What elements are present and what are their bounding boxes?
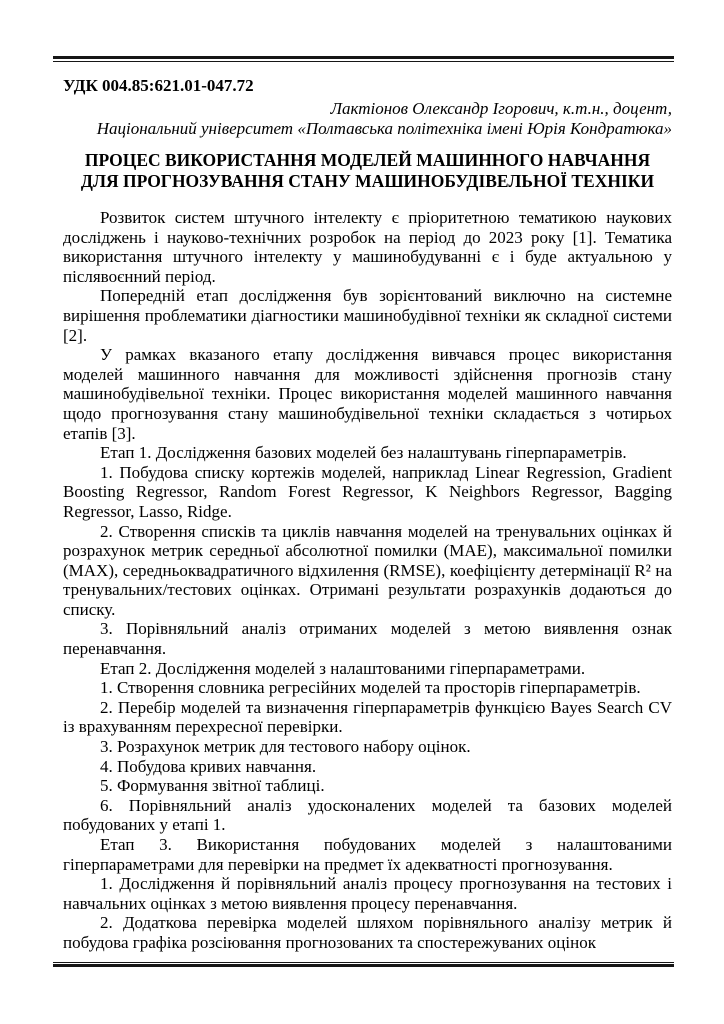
paragraph: Етап 1. Дослідження базових моделей без налаштувань гіперпараметрів.: [100, 443, 627, 463]
paragraph: 2. Створення списків та циклів навчання моделей на тренувальних оцінках й розрахунок метрик середньої абсолютної помилки (MAE), максимальної помилки (MAX), середньоквадратичного відхилення (RMSE), коефіцієнту детермінації R² на тренувальних/тестових оцінках. Отримані результати розрахунків додаються до списку.: [63, 521, 672, 619]
paragraph: 1. Побудова списку кортежів моделей, наприклад Linear Regression, Gradient Boosting Regressor, Random Forest Regressor, K Neighbors Regressor, Bagging Regressor, Lasso, Ridge.: [63, 462, 672, 521]
affiliation-line: Національний університет «Полтавська політехніка імені Юрія Кондратюка»: [96, 119, 672, 138]
paragraph: 2. Додаткова перевірка моделей шляхом порівняльного аналізу метрик й побудова графіка розсіювання прогнозованих та спостережуваних оцінок: [63, 913, 672, 952]
udc-heading: УДК 004.85:621.01-047.72: [63, 76, 254, 95]
paragraph: 5. Формування звітної таблиці.: [100, 776, 325, 796]
paragraph: 1. Створення словника регресійних моделей та просторів гіперпараметрів.: [100, 678, 641, 698]
paper-body: [63, 208, 672, 953]
title-line-2: ДЛЯ ПРОГНОЗУВАННЯ СТАНУ МАШИНОБУДІВЕЛЬНОЇ ТЕХНІКИ: [80, 170, 655, 191]
byline: [63, 99, 672, 139]
paragraph: 1. Дослідження й порівняльний аналіз процесу прогнозування на тестових і навчальних оцінках з метою виявлення процесу перенавчання.: [63, 874, 672, 913]
paragraph: 6. Порівняльний аналіз удосконалених моделей та базових моделей побудованих у етапі 1.: [63, 795, 672, 835]
title-line-1: ПРОЦЕС ВИКОРИСТАННЯ МОДЕЛЕЙ МАШИННОГО НАВЧАННЯ: [84, 150, 651, 170]
paragraph: Етап 3. Використання побудованих моделей з налаштованими гіперпараметрами для перевірки на предмет їх адекватності прогнозування.: [63, 835, 672, 874]
paragraph: 2. Перебір моделей та визначення гіперпараметрів функцією Bayes Search CV із врахуванням перехресної перевірки.: [63, 697, 672, 737]
paragraph: Етап 2. Дослідження моделей з налаштованими гіперпараметрами.: [100, 658, 586, 678]
paragraph: Розвиток систем штучного інтелекту є пріоритетною тематикою наукових досліджень і науково-технічних розробок на період до 2023 року [1]. Тематика використання штучного інтелекту у машинобудуванні є і буде актуальною у післявоєнний період.: [63, 208, 672, 286]
paragraph: У рамках вказаного етапу дослідження вивчався процес використання моделей машинного навчання для можливості здійснення прогнозів стану машинобудівельної техніки. Процес використання моделей машинного навчання щодо прогнозування стану машинобудівельної техніки складається з чотирьох етапів [3].: [63, 345, 672, 443]
paper-title: [63, 150, 672, 191]
paragraph: 3. Порівняльний аналіз отриманих моделей з метою виявлення ознак перенавчання.: [63, 619, 672, 659]
bottom-rule: [53, 962, 674, 967]
paragraph: 4. Побудова кривих навчання.: [100, 756, 317, 776]
paragraph: Попередній етап дослідження був зорієнтований виключно на системне вирішення проблематики діагностики машинобудівної техніки як складної системи [2].: [63, 286, 672, 345]
paragraph: 3. Розрахунок метрик для тестового набору оцінок.: [100, 737, 471, 757]
author-line: Лактіонов Олександр Ігорович, к.т.н., доцент,: [330, 99, 672, 118]
page-content: [0, 75, 724, 953]
top-rule: [53, 56, 674, 62]
